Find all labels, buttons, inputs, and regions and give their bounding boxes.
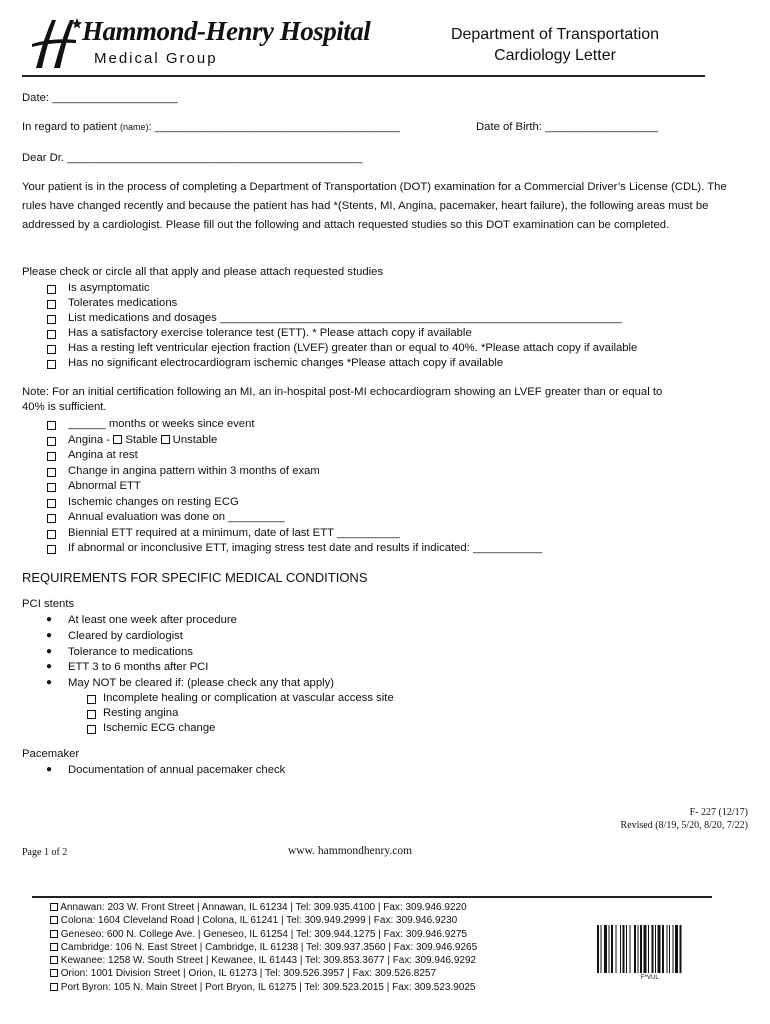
checklist-item[interactable]: Biennial ETT required at a minimum, date of last ETT __________ (0, 527, 770, 543)
checkbox[interactable] (47, 360, 56, 369)
checklist-item[interactable]: List medications and dosages ________________________________________________________________ (0, 312, 770, 327)
checkbox (50, 916, 58, 924)
angina-unstable-label: Unstable (169, 433, 218, 446)
checklist-item[interactable]: If abnormal or inconclusive ETT, imaging stress test date and results if indicated: ___________ (0, 542, 770, 558)
checkbox[interactable] (47, 345, 56, 354)
checkbox (50, 956, 58, 964)
intro-paragraph: Your patient is in the process of completing a Department of Transportation (DOT) examination for a Commercial Driver’s License (CDL). The rules have changed recently and because the patient has had *(Stents, MI, Angina, pacemaker, heart failure), the following areas must be addressed by a cardiologist. Please fill out the following and attach requested studies so this DOT examination can be completed. (22, 181, 727, 231)
document-title-line2: Cardiology Letter (494, 47, 616, 64)
checklist (0, 282, 770, 372)
checkbox (50, 969, 58, 977)
locations-list (50, 902, 590, 995)
checkbox[interactable] (47, 545, 56, 554)
pacemaker-bullets (0, 764, 770, 779)
header-rule (22, 75, 705, 77)
checklist-item[interactable]: ______ months or weeks since event (0, 418, 770, 434)
checkbox[interactable] (47, 315, 56, 324)
website-link[interactable]: www. hammondhenry.com (288, 845, 413, 857)
pci-title: PCI stents (22, 598, 75, 610)
checklist-item[interactable] (0, 434, 770, 450)
location-line: Cambridge: 106 N. East Street | Cambridge, IL 61238 | Tel: 309.937.3560 | Fax: 309.946.9265 (50, 942, 590, 955)
checklist-item[interactable]: Abnormal ETT (0, 480, 770, 496)
checkbox[interactable] (47, 452, 56, 461)
brand-name: Hammond-Henry Hospital (82, 16, 371, 46)
checklist-item[interactable]: Is asymptomatic (0, 282, 770, 297)
barcode-label: F*VUL (641, 975, 659, 981)
footer-rule (32, 896, 712, 898)
checklist-item[interactable]: Has a resting left ventricular ejection fraction (LVEF) greater than or equal to 40%. *Please attach copy if available (0, 342, 770, 357)
angina-stable-label: Stable (122, 433, 161, 446)
checkbox[interactable] (47, 437, 56, 446)
checklist-item[interactable]: Tolerates medications (0, 297, 770, 312)
checkbox[interactable] (87, 725, 96, 734)
location-line: Geneseo: 600 N. College Ave. | Geneseo, IL 61254 | Tel: 309.944.1275 | Fax: 309.946.9275 (50, 929, 590, 942)
checklist-item[interactable]: Ischemic ECG change (0, 722, 770, 737)
angina-stable-checkbox[interactable] (113, 435, 122, 444)
checklist-item[interactable]: Change in angina pattern within 3 months of exam (0, 465, 770, 481)
date-of-birth-field[interactable]: Date of Birth: __________________ (476, 121, 659, 133)
location-line: Kewanee: 1258 W. South Street | Kewanee, IL 61443 | Tel: 309.853.3677 | Fax: 309.946.9292 (50, 955, 590, 968)
revision-dates: Revised (8/19, 5/20, 8/20, 7/22) (620, 820, 748, 831)
checklist-item[interactable]: Incomplete healing or complication at vascular access site (0, 692, 770, 707)
note-checklist (0, 418, 770, 558)
checklist-item[interactable]: Angina at rest (0, 449, 770, 465)
form-number: F- 227 (12/17) (689, 807, 748, 818)
list-item: ● At least one week after procedure (46, 614, 237, 626)
checkbox[interactable] (47, 468, 56, 477)
checklist-heading: Please check or circle all that apply and please attach requested studies (22, 266, 384, 278)
document-title-line1: Department of Transportation (450, 26, 660, 43)
patient-name-field[interactable] (22, 121, 400, 133)
checkbox[interactable] (47, 300, 56, 309)
checklist-item[interactable]: Resting angina (0, 707, 770, 722)
angina-label: Angina - (68, 433, 114, 446)
hospital-logo-icon (30, 14, 82, 70)
checkbox[interactable] (47, 483, 56, 492)
checkbox[interactable] (47, 530, 56, 539)
location-line: Annawan: 203 W. Front Street | Annawan, IL 61234 | Tel: 309.935.4100 | Fax: 309.946.9220 (50, 902, 590, 915)
patient-blank: : _______________________________________ (148, 121, 400, 133)
location-line: Port Byron: 105 N. Main Street | Port Bryon, IL 61275 | Tel: 309.523.2015 | Fax: 309.523.9025 (50, 982, 590, 995)
pci-bullets (0, 614, 770, 693)
requirements-heading: REQUIREMENTS FOR SPECIFIC MEDICAL CONDITIONS (22, 570, 368, 585)
patient-name-hint: (name) (119, 122, 149, 132)
list-item: ● ETT 3 to 6 months after PCI (46, 661, 209, 674)
checklist-item[interactable]: Ischemic changes on resting ECG (0, 496, 770, 512)
checklist-item[interactable]: Has a satisfactory exercise tolerance test (ETT). * Please attach copy if available (0, 327, 770, 342)
note-line-1: Note: For an initial certification following an MI, an in-hospital post-MI echocardiogram showing an LVEF greater than or equal to (22, 386, 663, 398)
dear-doctor-field[interactable]: Dear Dr. _______________________________________________ (22, 152, 363, 164)
pacemaker-title: Pacemaker (22, 748, 80, 760)
checkbox[interactable] (47, 499, 56, 508)
barcode-icon (597, 925, 709, 973)
checkbox[interactable] (47, 285, 56, 294)
list-item: ● May NOT be cleared if: (please check any that apply) (46, 677, 335, 690)
page-number: Page 1 of 2 (22, 847, 68, 858)
checkbox[interactable] (87, 710, 96, 719)
checkbox[interactable] (47, 421, 56, 430)
checkbox[interactable] (47, 514, 56, 523)
list-item: ● Documentation of annual pacemaker check (46, 764, 286, 776)
checkbox (50, 930, 58, 938)
pci-sub-checklist (0, 692, 770, 737)
location-line: Colona: 1604 Cleveland Road | Colona, IL 61241 | Tel: 309.949.2999 | Fax: 309.946.9230 (50, 915, 590, 928)
list-item: ● Cleared by cardiologist (46, 629, 183, 642)
date-field[interactable]: Date: ____________________ (22, 92, 178, 104)
checkbox[interactable] (47, 330, 56, 339)
note-line-2: 40% is sufficient. (22, 401, 107, 413)
list-item: ● Tolerance to medications (46, 645, 193, 658)
location-line: Orion: 1001 Division Street | Orion, IL 61273 | Tel: 309.526.3957 | Fax: 309.526.8257 (50, 968, 590, 981)
angina-unstable-checkbox[interactable] (161, 435, 170, 444)
checkbox (50, 903, 58, 911)
checkbox (50, 943, 58, 951)
brand-subtitle: Medical Group (94, 50, 218, 67)
checkbox (50, 983, 58, 991)
checklist-item[interactable]: Annual evaluation was done on _________ (0, 511, 770, 527)
patient-label: In regard to patient (22, 121, 120, 133)
checklist-item[interactable]: Has no significant electrocardiogram ischemic changes *Please attach copy if available (0, 357, 770, 372)
checkbox[interactable] (87, 695, 96, 704)
